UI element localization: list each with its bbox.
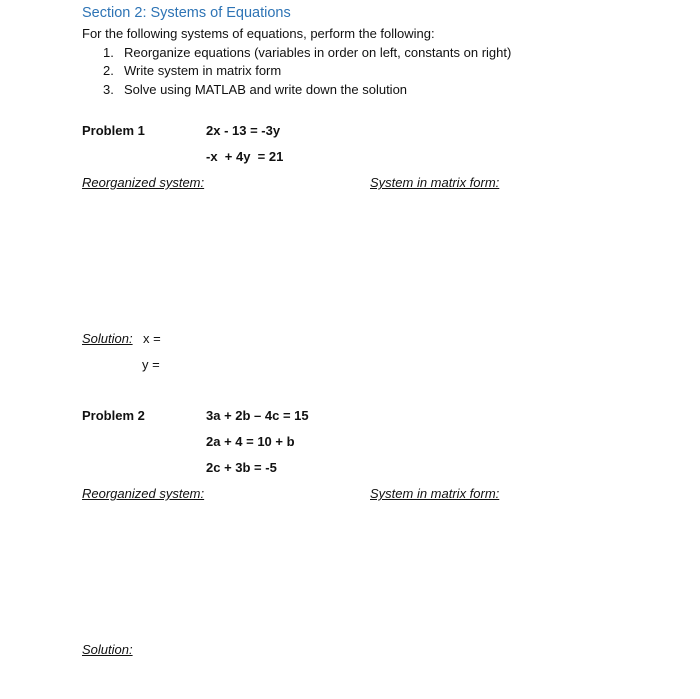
list-number: 3. <box>103 82 114 97</box>
problem-2-matrix-label: System in matrix form: <box>370 486 500 501</box>
problem-2-label: Problem 2 <box>82 408 145 423</box>
problem-1-equation: -x + 4y = 21 <box>206 149 284 164</box>
instructions-intro: For the following systems of equations, perform the following: <box>82 26 435 41</box>
problem-1-matrix-label: System in matrix form: <box>370 175 500 190</box>
list-text: Write system in matrix form <box>124 63 282 78</box>
solution-y-label: y = <box>142 357 160 372</box>
section-title: Section 2: Systems of Equations <box>82 5 291 21</box>
list-number: 1. <box>103 45 114 60</box>
solution-x-label: x = <box>143 331 161 346</box>
problem-1-label: Problem 1 <box>82 123 145 138</box>
problem-2-equation: 2c + 3b = -5 <box>206 460 277 475</box>
problem-1-equation: 2x - 13 = -3y <box>206 123 281 138</box>
problem-1-reorganized-label: Reorganized system: <box>82 175 205 190</box>
problem-2-equation: 3a + 2b – 4c = 15 <box>206 408 309 423</box>
list-text: Solve using MATLAB and write down the solution <box>124 82 408 97</box>
problem-2-solution-label: Solution: <box>82 642 133 657</box>
problem-1-solution-label: Solution: <box>82 331 133 346</box>
list-item <box>103 45 511 61</box>
list-text: Reorganize equations (variables in order on left, constants on right) <box>124 45 512 60</box>
list-item <box>103 82 407 98</box>
list-item <box>103 63 281 79</box>
list-number: 2. <box>103 63 114 78</box>
problem-2-equation: 2a + 4 = 10 + b <box>206 434 295 449</box>
problem-2-reorganized-label: Reorganized system: <box>82 486 205 501</box>
